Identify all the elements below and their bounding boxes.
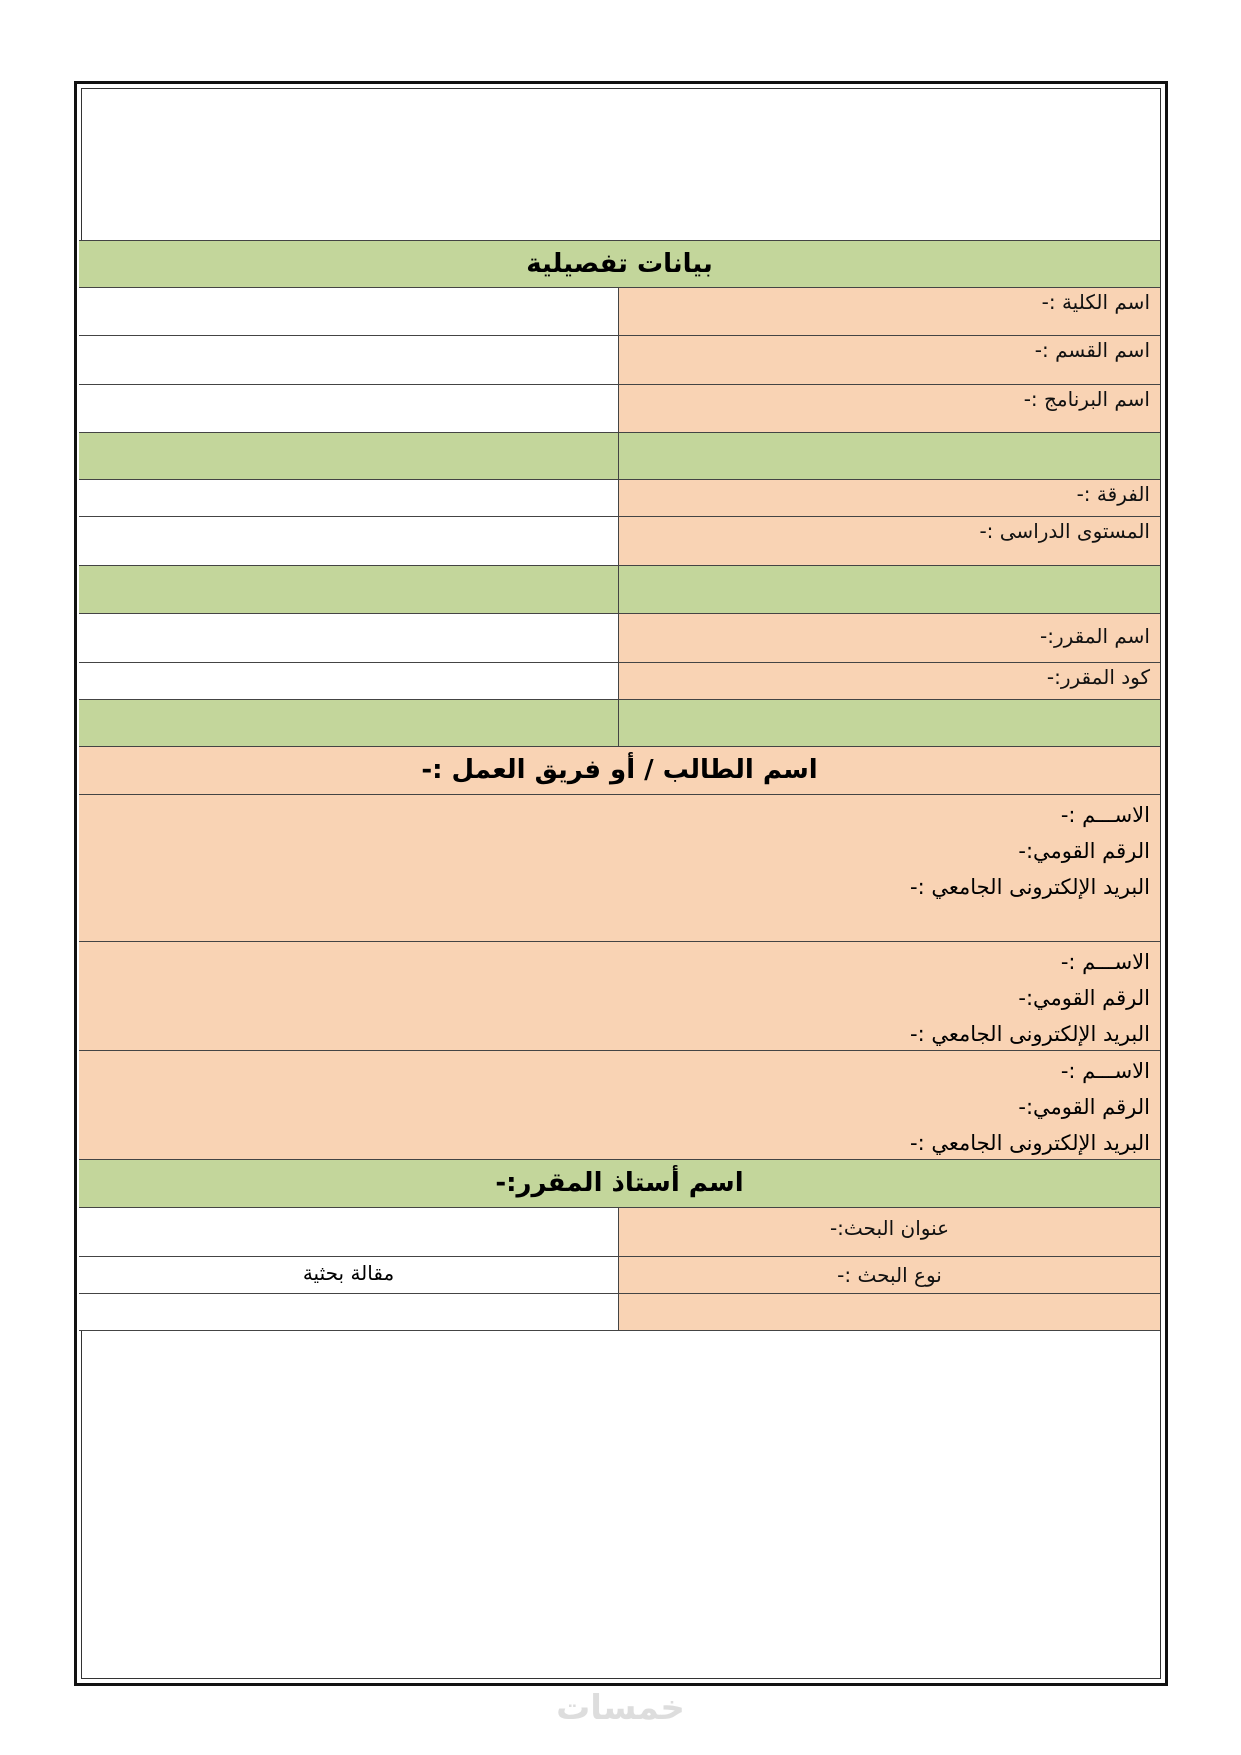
research-title-label: عنوان البحث:- (619, 1208, 1160, 1256)
year-value[interactable] (79, 480, 619, 516)
student-block (79, 794, 1160, 941)
watermark-logo: خمسات (556, 1688, 685, 1728)
student-block (79, 941, 1160, 1050)
spacer-cell (619, 700, 1160, 746)
program-value[interactable] (79, 385, 619, 432)
students-header (79, 746, 1160, 794)
empty-cell[interactable] (79, 1294, 619, 1330)
level-label: المستوى الدراسى :- (619, 517, 1160, 565)
course-code-value[interactable] (79, 663, 619, 699)
spacer-row (79, 432, 1160, 479)
empty-row (79, 1293, 1160, 1331)
department-row (79, 335, 1160, 384)
program-row (79, 384, 1160, 432)
department-value[interactable] (79, 336, 619, 384)
course-code-label: كود المقرر:- (619, 663, 1160, 699)
instructor-header-title: اسم أستاذ المقرر:- (495, 1168, 744, 1198)
empty-cell (619, 1294, 1160, 1330)
research-title-row (79, 1207, 1160, 1256)
student-name-label: الاســـم :- (1060, 803, 1150, 827)
student-id-label: الرقم القومي:- (1018, 1095, 1150, 1119)
course-name-row (79, 613, 1160, 662)
year-label: الفرقة :- (619, 480, 1160, 516)
program-label: اسم البرنامج :- (619, 385, 1160, 432)
college-row (79, 287, 1160, 335)
spacer-cell (79, 700, 619, 746)
spacer-cell (619, 433, 1160, 479)
section-title: بيانات تفصيلية (526, 249, 713, 279)
level-row (79, 516, 1160, 565)
department-label: اسم القسم :- (619, 336, 1160, 384)
students-header-title: اسم الطالب / أو فريق العمل :- (421, 755, 818, 785)
student-email-label: البريد الإلكترونى الجامعي :- (910, 1131, 1150, 1155)
instructor-header (79, 1159, 1160, 1207)
research-type-value[interactable]: مقالة بحثية (79, 1257, 619, 1293)
student-name-label: الاســـم :- (1060, 950, 1150, 974)
course-code-row (79, 662, 1160, 699)
student-email-label: البريد الإلكترونى الجامعي :- (910, 875, 1150, 899)
student-id-label: الرقم القومي:- (1018, 986, 1150, 1010)
year-row (79, 479, 1160, 516)
spacer-cell (79, 566, 619, 613)
college-label: اسم الكلية :- (619, 288, 1160, 335)
section-header (79, 240, 1160, 287)
student-name-label: الاســـم :- (1060, 1059, 1150, 1083)
spacer-cell (79, 433, 619, 479)
level-value[interactable] (79, 517, 619, 565)
spacer-row (79, 565, 1160, 613)
spacer-cell (619, 566, 1160, 613)
student-id-label: الرقم القومي:- (1018, 839, 1150, 863)
student-block (79, 1050, 1160, 1159)
research-type-row (79, 1256, 1160, 1293)
spacer-row (79, 699, 1160, 746)
college-value[interactable] (79, 288, 619, 335)
research-type-label: نوع البحث :- (619, 1257, 1160, 1293)
course-name-value[interactable] (79, 614, 619, 662)
research-title-value[interactable] (79, 1208, 619, 1256)
student-email-label: البريد الإلكترونى الجامعي :- (910, 1022, 1150, 1046)
course-name-label: اسم المقرر:- (619, 614, 1160, 662)
